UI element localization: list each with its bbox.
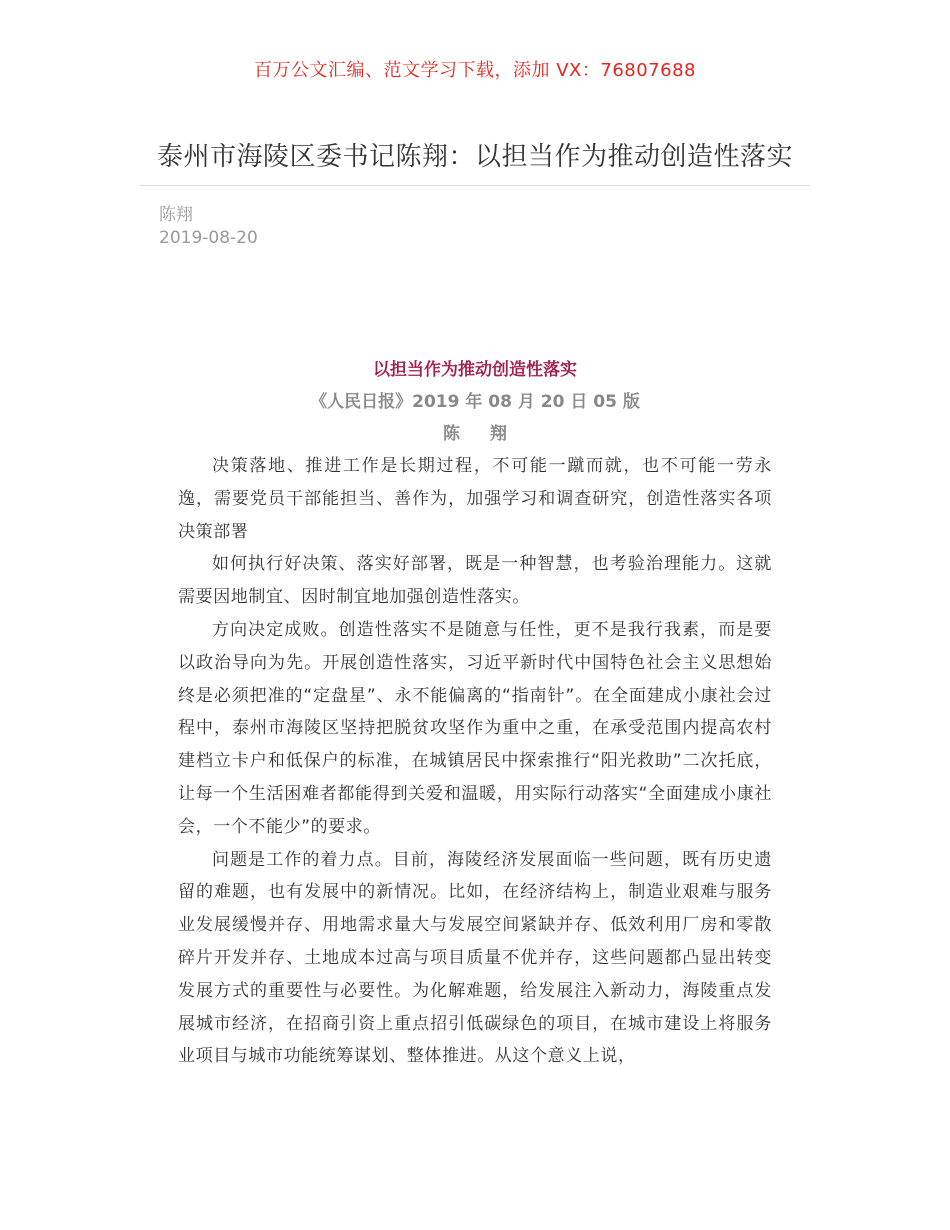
post-author: 陈翔 (159, 205, 193, 225)
promo-banner: 百万公文汇编、范文学习下载，添加 VX：76807688 (254, 60, 696, 81)
article-source: 《人民日报》2019 年 08 月 20 日 05 版 (310, 392, 640, 412)
article-paragraph: 决策落地、推进工作是长期过程，不可能一蹴而就，也不可能一劳永逸，需要党员干部能担当、善作为，加强学习和调查研究，创造性落实各项决策部署 (178, 456, 772, 542)
post-meta (159, 204, 258, 250)
article-paragraph: 问题是工作的着力点。目前，海陵经济发展面临一些问题，既有历史遗留的难题，也有发展中的新情况。比如，在经济结构上，制造业艰难与服务业发展缓慢并存、用地需求量大与发展空间紧缺并存、低效利用厂房和零散碎片开发并存、土地成本过高与项目质量不优并存，这些问题都凸显出转变发展方式的重要性与必要性。为化解难题，给发展注入新动力，海陵重点发展城市经济，在招商引资上重点招引低碳绿色的项目，在城市建设上将服务业项目与城市功能统筹谋划、整体推进。从这个意义上说， (178, 849, 772, 1067)
article-body (178, 354, 772, 1073)
title-divider (140, 185, 810, 186)
article-paragraph: 方向决定成败。创造性落实不是随意与任性，更不是我行我素，而是要以政治导向为先。开展创造性落实，习近平新时代中国特色社会主义思想始终是必须把准的“定盘星”、永不能偏离的“指南针”。在全面建成小康社会过程中，泰州市海陵区坚持把脱贫攻坚作为重中之重，在承受范围内提高农村建档立卡户和低保户的标准，在城镇居民中探索推行“阳光救助”二次托底，让每一个生活困难者都能得到关爱和温暖，用实际行动落实“全面建成小康社会，一个不能少”的要求。 (178, 619, 772, 837)
article-author: 陈 翔 (443, 424, 519, 444)
post-date: 2019-08-20 (159, 228, 258, 248)
page-title: 泰州市海陵区委书记陈翔：以担当作为推动创造性落实 (156, 142, 793, 172)
article-title: 以担当作为推动创造性落实 (373, 360, 577, 380)
article-paragraph: 如何执行好决策、落实好部署，既是一种智慧，也考验治理能力。这就需要因地制宜、因时制宜地加强创造性落实。 (178, 554, 772, 608)
